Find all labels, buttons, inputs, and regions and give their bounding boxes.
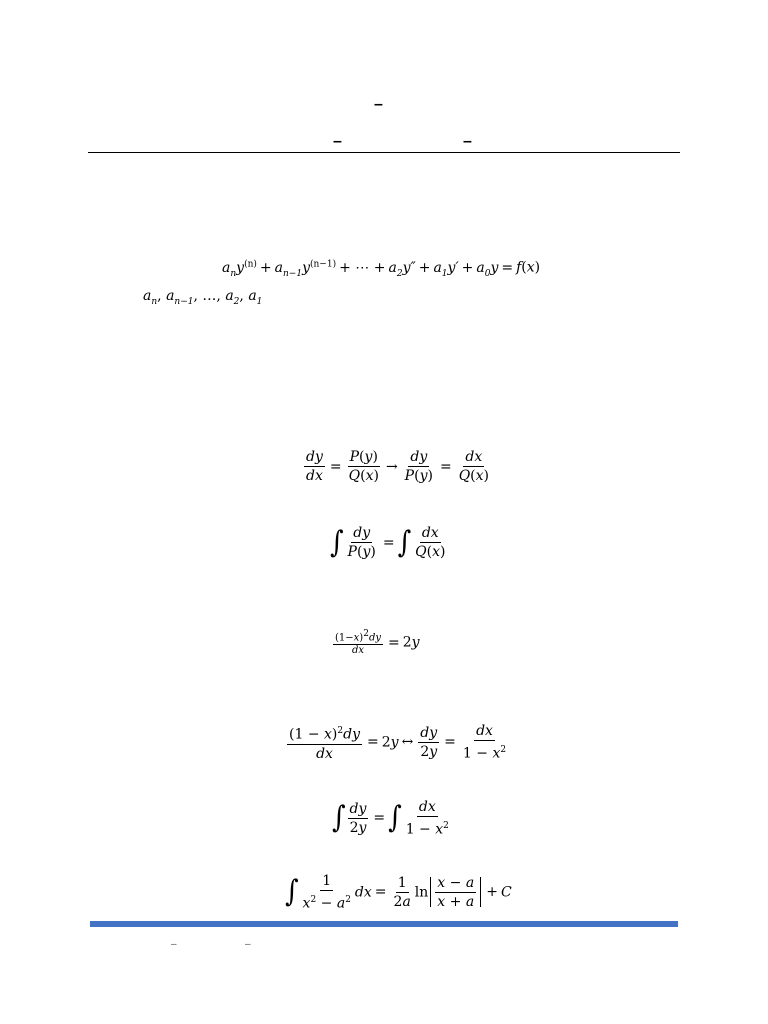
- equation-example: $\frac{(1-x)^2dy}{dx}$ = 2y: [335, 629, 420, 657]
- equation-separable: $\frac{dy}{dx}$ = $\frac{P(y)}{Q(x)}$ → $\frac{dy}{P(y)}$ = $\frac{dx}{Q(x)}$: [306, 449, 490, 484]
- footer-dash-left: –: [171, 939, 177, 950]
- coefficient-list: $a_n$, $a_{n-1}$, …, $a_2$, $a_1$: [143, 288, 263, 307]
- header-dash-top: –: [374, 96, 383, 113]
- header-dash-right: –: [463, 133, 472, 150]
- footer-rule: [90, 921, 678, 927]
- footer-dash-right: –: [245, 939, 251, 950]
- equation-example-integral: ∫ $\frac{dy}{2y}$ = ∫ $\frac{dx}{1 - x^2}$: [332, 799, 449, 838]
- header-rule: [88, 152, 680, 153]
- equation-example-separated: $\frac{(1 - x)^2dy}{dx}$ = 2y ↔ $\frac{dy}{2y}$ = $\frac{dx}{1 - x^2}$: [289, 723, 507, 762]
- equation-standard-integral: ∫ $\frac{1}{x^2 - a^2}$ dx = $\frac{1}{2a}$ ln $\frac{x - a}{x + a}$ + C: [285, 873, 512, 912]
- equation-general-linear: $a_ny^{(n)} + a_{n-1}y^{(n-1)}$ + ⋯ + $a_2y'' + a_1y' + a_0y = f(x)$: [222, 259, 541, 279]
- header-dash-left: –: [333, 133, 342, 150]
- equation-separable-integral: ∫ $\frac{dy}{P(y)}$ = ∫ $\frac{dx}{Q(x)}$: [330, 525, 446, 560]
